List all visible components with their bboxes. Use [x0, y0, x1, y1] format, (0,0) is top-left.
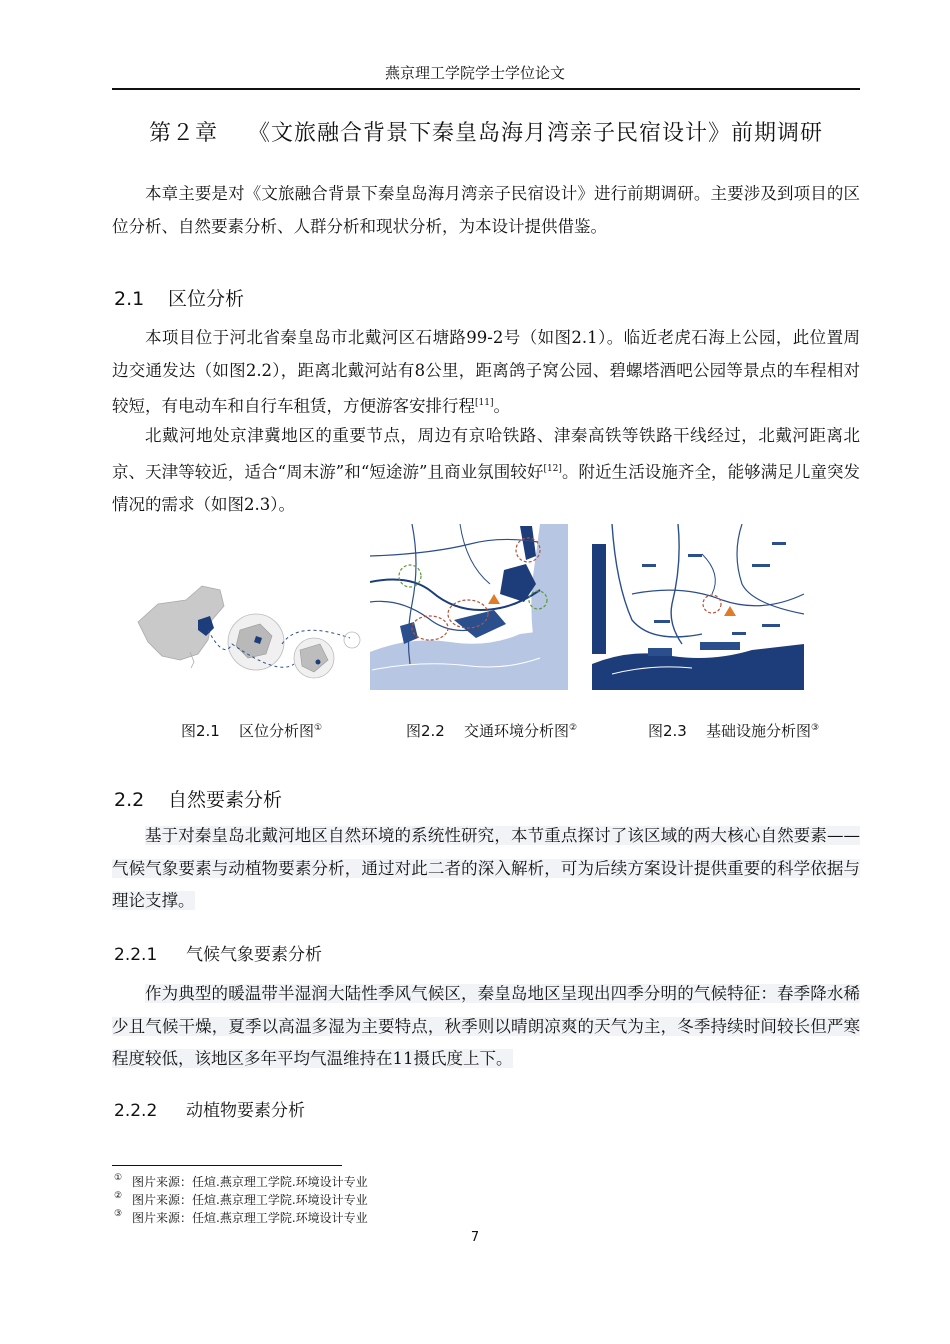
section-2-1-paragraph-1	[112, 322, 860, 423]
figure-2-3-caption	[648, 720, 819, 741]
paragraph-text: 。	[493, 396, 510, 416]
section-number: 2.2	[114, 789, 145, 811]
section-number: 2.1	[114, 288, 145, 310]
figure-title: 基础设施分析图	[705, 722, 811, 740]
section-number: 2.2.1	[114, 945, 158, 965]
page-number: 7	[470, 1230, 480, 1245]
location-map-figure	[128, 580, 364, 690]
footnote-mark: ②	[114, 1191, 123, 1201]
footnote-text: 图片来源：任煊.燕京理工学院.环境设计专业	[132, 1211, 368, 1225]
section-number: 2.2.2	[114, 1101, 158, 1121]
figure-title: 区位分析图	[238, 722, 314, 740]
section-2-2-paragraph	[112, 820, 860, 918]
section-2-1-paragraph-2	[112, 420, 860, 521]
footnote-2	[114, 1191, 368, 1208]
footnote-rule	[112, 1165, 342, 1166]
section-2-1-heading	[114, 284, 244, 311]
section-2-2-1-paragraph	[112, 978, 860, 1076]
footnote-mark: ②	[568, 723, 578, 733]
section-title: 区位分析	[168, 288, 245, 310]
footnote-text: 图片来源：任煊.燕京理工学院.环境设计专业	[132, 1175, 368, 1189]
section-title: 动植物要素分析	[186, 1101, 305, 1121]
footnote-3	[114, 1209, 368, 1226]
section-2-2-2-heading	[114, 1096, 305, 1121]
footnote-mark: ①	[313, 723, 323, 733]
running-header: 燕京理工学院学士学位论文	[384, 64, 565, 82]
chapter-intro: 本章主要是对《文旅融合背景下秦皇岛海月湾亲子民宿设计》进行前期调研。主要涉及到项目的区位分析、自然要素分析、人群分析和现状分析，为本设计提供借鉴。	[112, 184, 860, 236]
figure-title: 交通环境分析图	[463, 722, 569, 740]
paragraph-text: 。附近生活设施齐全，能够满足儿童突发情况的需求（如图2.3）。	[112, 462, 861, 514]
chapter-number: 第２章	[148, 121, 218, 146]
paragraph-text: 基于对秦皇岛北戴河地区自然环境的系统性研究，本节重点探讨了该区域的两大核心自然要素——气候气象要素与动植物要素分析，通过对此二者的深入解析，可为后续方案设计提供重要的科学依据与理论支撑。	[112, 826, 860, 910]
section-2-2-1-heading	[114, 940, 322, 965]
footnote-mark: ①	[114, 1173, 123, 1183]
footnote-1	[114, 1173, 368, 1190]
chapter-title-text: 《文旅融合背景下秦皇岛海月湾亲子民宿设计》前期调研	[248, 121, 824, 146]
figure-label: 图2.2	[406, 722, 445, 740]
header-rule	[112, 88, 860, 90]
figure-2-1-caption	[181, 720, 322, 741]
figure-label: 图2.1	[181, 722, 220, 740]
citation: [11]	[475, 398, 494, 408]
traffic-map-figure	[370, 524, 568, 690]
figure-label: 图2.3	[648, 722, 687, 740]
section-2-2-heading	[114, 785, 282, 812]
paragraph-text: 本项目位于河北省秦皇岛市北戴河区石塘路99-2号（如图2.1）。临近老虎石海上公园，此位置周边交通发达（如图2.2），距离北戴河站有8公里，距离鸽子窝公园、碧螺塔酒吧公园等景点的车程相对较短，有电动车和自行车租赁，方便游客安排行程	[112, 328, 860, 416]
chapter-title	[112, 116, 860, 147]
section-title: 自然要素分析	[168, 789, 283, 811]
footnote-mark: ③	[114, 1209, 123, 1219]
footnote-mark: ③	[810, 723, 820, 733]
infrastructure-map-figure	[592, 524, 804, 690]
citation: [12]	[543, 463, 562, 474]
section-title: 气候气象要素分析	[186, 945, 322, 965]
paragraph-text: 作为典型的暖温带半湿润大陆性季风气候区，秦皇岛地区呈现出四季分明的气候特征：春季降水稀少且气候干燥，夏季以高温多湿为主要特点，秋季则以晴朗凉爽的天气为主，冬季持续时间较长但严寒程度较低，该地区多年平均气温维持在11摄氏度上下。	[112, 984, 860, 1068]
paragraph-text: 北戴河地处京津冀地区的重要节点，周边有京哈铁路、津秦高铁等铁路干线经过，北戴河距离北京、天津等较近，适合“周末游”和“短途游”且商业氛围较好	[112, 426, 860, 481]
figure-2-2-caption	[406, 720, 577, 741]
footnote-text: 图片来源：任煊.燕京理工学院.环境设计专业	[132, 1193, 368, 1207]
